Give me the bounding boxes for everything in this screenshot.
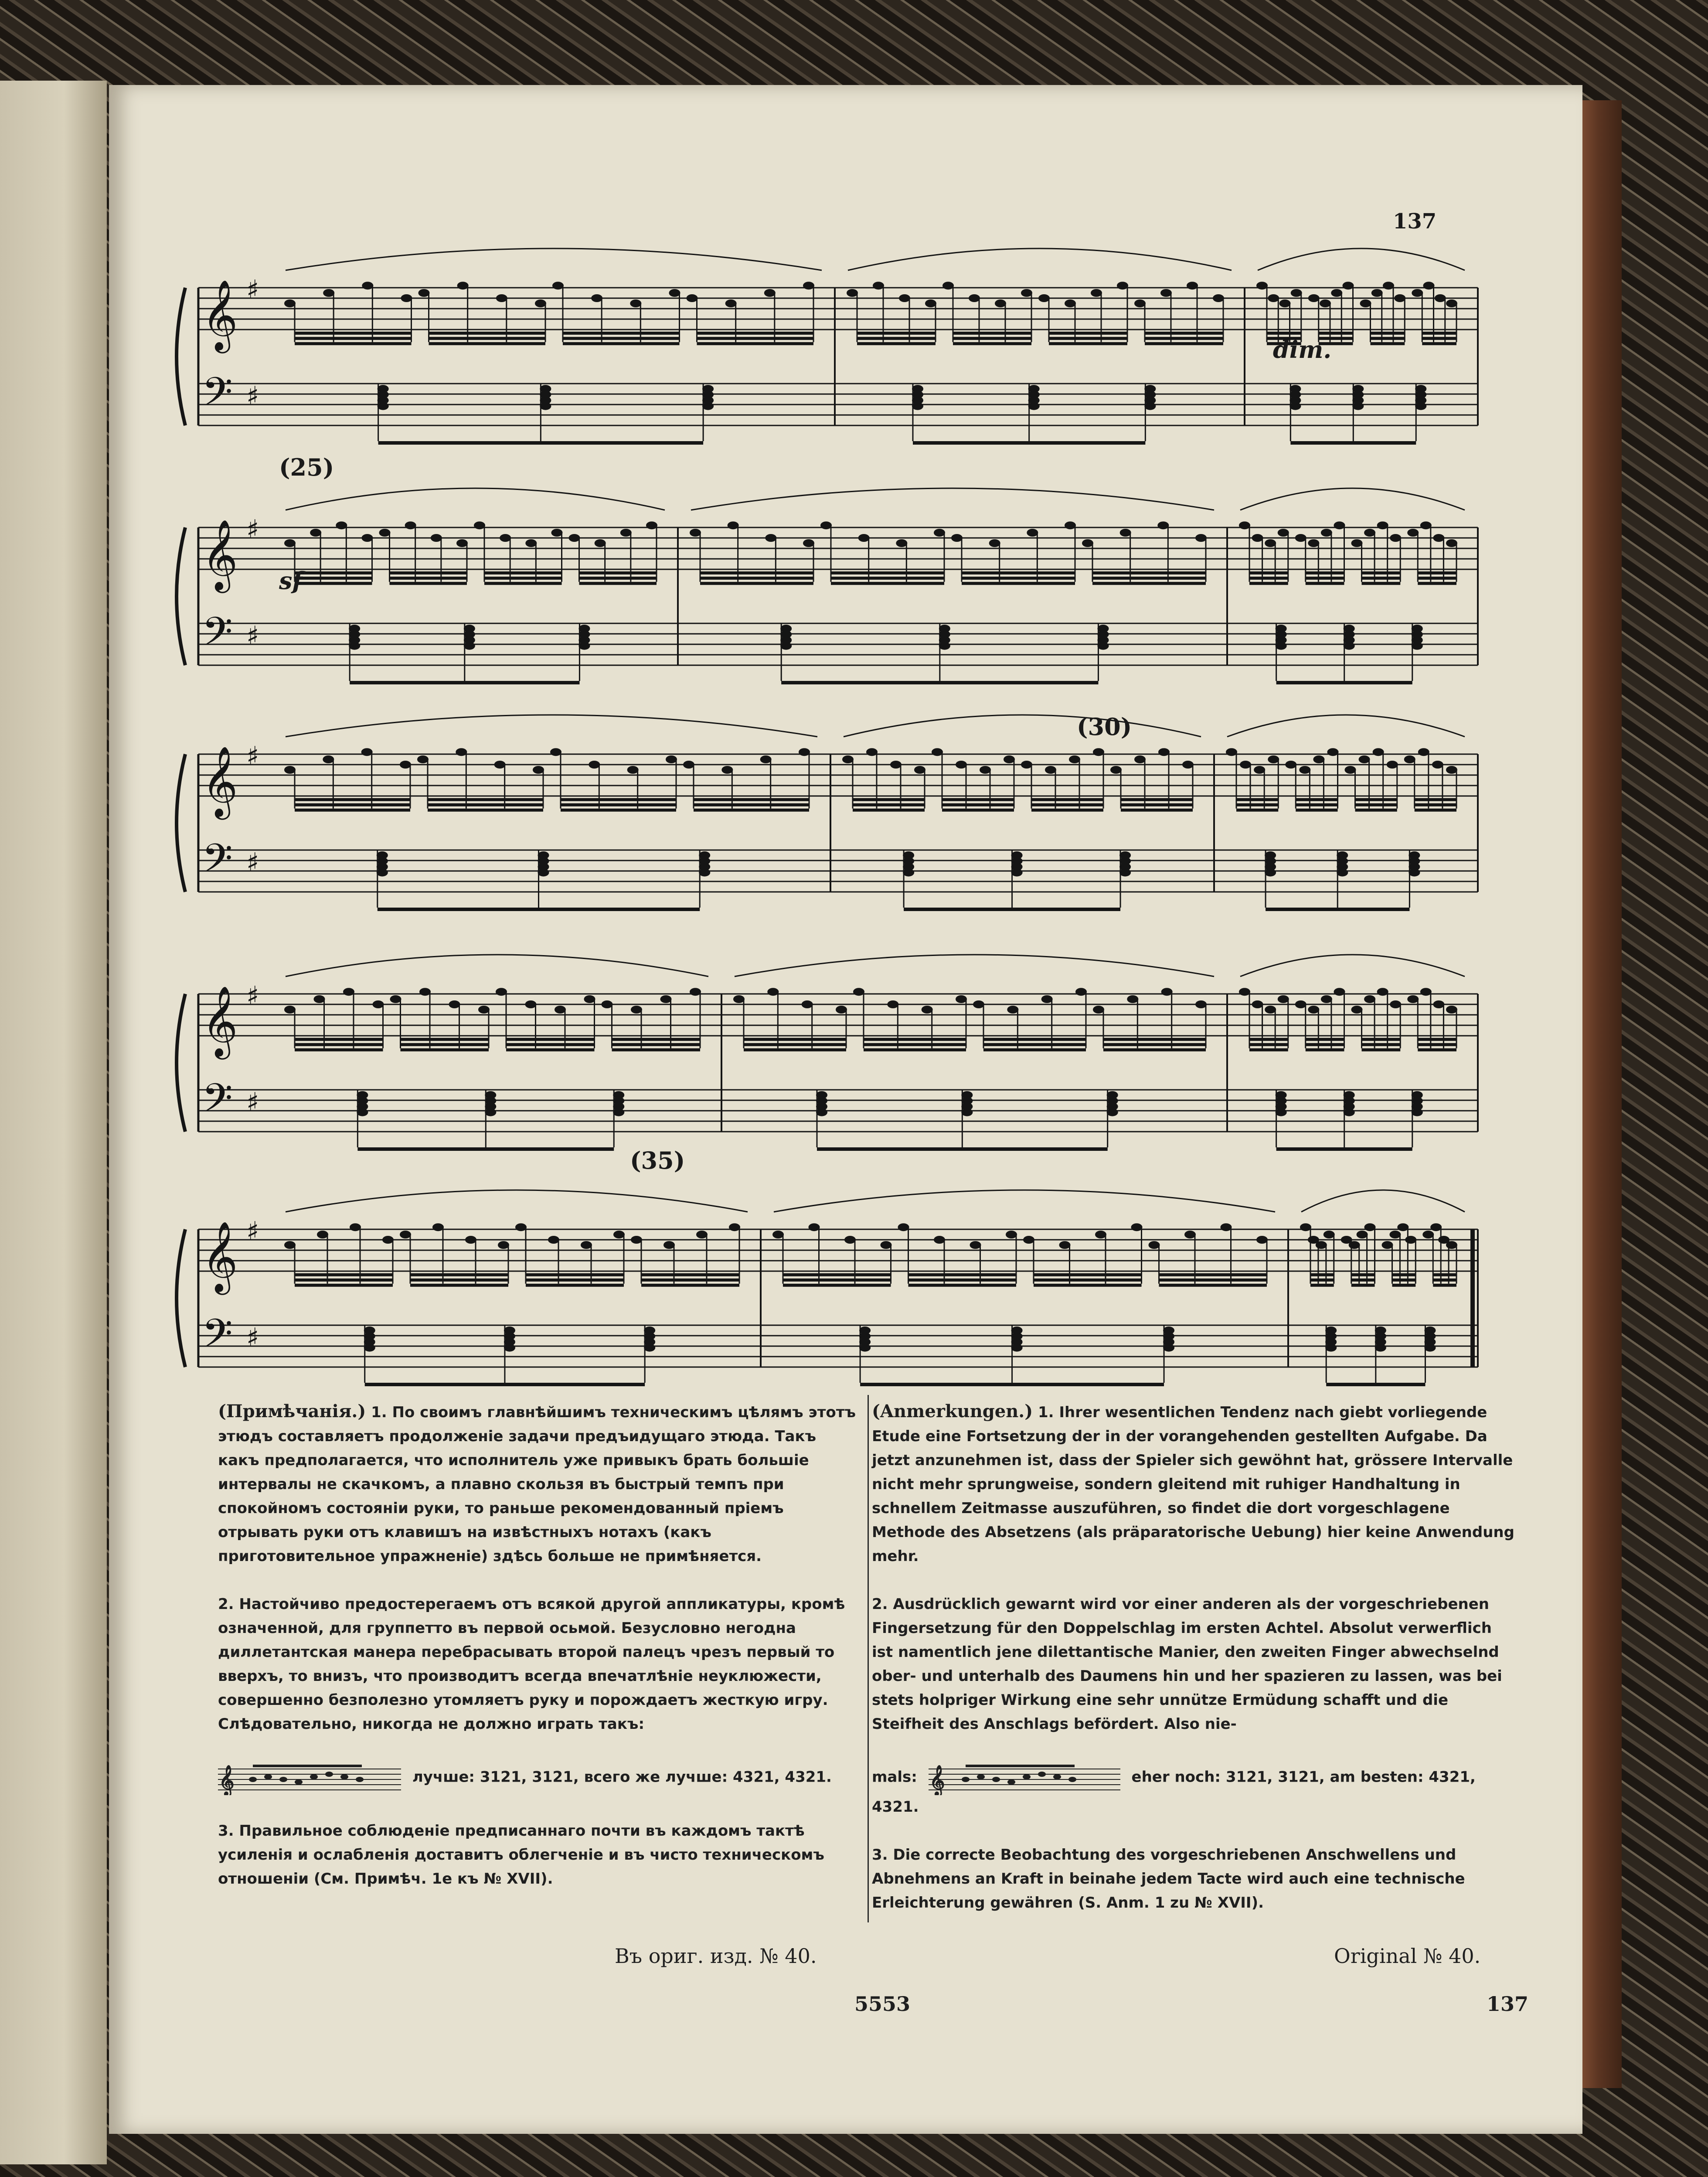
svg-text:♯: ♯ [246, 1216, 259, 1247]
notes-ru-example-tail: лучше: 3121, 3121, всего же лучше: 4321, 4321. [412, 1768, 832, 1786]
svg-text:♯: ♯ [246, 981, 259, 1012]
notes-ru-heading: (Примѣчанія.) [218, 1401, 366, 1422]
svg-text:𝄞: 𝄞 [202, 279, 238, 350]
svg-text:𝄢: 𝄢 [202, 835, 233, 891]
music-system-2 [111, 501, 1487, 706]
music-system-4 [111, 968, 1487, 1173]
notes-de-text-2: 2. Ausdrücklich gewarnt wird vor einer anderen als der vorgeschriebenen Fingersetzung für den Doppelschlag im ersten Achtel. Absolut verwerflich ist namentlich jene dilettantische Manier, den zweiten Finger abwechselnd ober- und unterhalb des Daumens hin und her spazieren zu lassen, was bei stets holpriger Wirkung eine sehr unnütze Ermüdung schafft und die Steifheit des Anschlags befördert. Also nie- [872, 1595, 1502, 1733]
svg-text:𝄞: 𝄞 [202, 1221, 238, 1292]
music-system-1 [111, 262, 1487, 466]
notes-ru-text-1: 1. По своимъ главнѣйшимъ техническимъ цѣлямъ этотъ этюдъ составляетъ продолженіе задачи предъидущаго этюда. Такъ какъ предполагается, что исполнитель уже привыкъ брать большіе интервалы не скачкомъ, а плавно скользя въ быстрый темпъ при спокойномъ состояніи руки, то раньше рекомендованный пріемъ отрывать руки отъ клавишъ на извѣстныхъ нотахъ (какъ приготовительное упражненіе) здѣсь больше не примѣняется. [218, 1404, 856, 1565]
notes-de-example-tail: eher noch: 3121, 3121, am besten: 4321, 4321. [872, 1768, 1476, 1816]
svg-text:𝄞: 𝄞 [929, 1765, 945, 1795]
svg-text:♯: ♯ [246, 621, 259, 652]
notes-de-text-3: 3. Die correcte Beobachtung des vorgeschriebenen Anschwellens und Abnehmens an Kraft in beinahe jedem Tacte wird auch eine technische Erleichterung gewähren (S. Anm. 1 zu № XVII). [872, 1846, 1465, 1912]
staff-graphic [111, 1203, 1487, 1408]
notes-de-paragraph-1 [872, 1399, 1517, 1568]
notes-de-heading: (Anmerkungen.) [872, 1401, 1033, 1422]
svg-text:♯: ♯ [246, 847, 259, 878]
svg-text:𝄞: 𝄞 [202, 519, 238, 590]
measure-number-30: (30) [1077, 713, 1132, 741]
fingering-example-ru [218, 1760, 401, 1795]
measure-number-35: (35) [630, 1146, 685, 1174]
notes-german [872, 1399, 1517, 1939]
staff-graphic [111, 968, 1487, 1173]
original-edition-ru: Въ ориг. изд. № 40. [615, 1944, 817, 1968]
svg-text:𝄞: 𝄞 [202, 746, 238, 817]
fingering-example-de [929, 1760, 1120, 1795]
svg-text:♯: ♯ [246, 381, 259, 412]
svg-text:♯: ♯ [246, 1087, 259, 1118]
svg-text:♯: ♯ [246, 1323, 259, 1354]
notes-de-text-1: 1. Ihrer wesentlichen Tendenz nach giebt vorliegende Etude eine Fortsetzung der in der vorangehenden gestellten Aufgabe. Da jetzt anzunehmen ist, dass der Spieler sich gewöhnt hat, grössere Intervalle nicht mehr sprungweise, sondern gleitend mit ruhiger Handhaltung in schnellem Zeitmasse auszuführen, so findet die dort vorgeschlagene Methode des Absetzens (als präparatorische Uebung) hier keine Anwendung mehr. [872, 1404, 1514, 1565]
staff-graphic [111, 728, 1487, 933]
staff-graphic [111, 262, 1487, 466]
notes-de-paragraph-3 [872, 1843, 1517, 1915]
plate-number: 5553 [854, 1992, 911, 2016]
notes-ru-paragraph-2 [218, 1592, 859, 1736]
left-facing-page-edge [0, 81, 107, 2164]
notes-ru-text-2: 2. Настойчиво предостерегаемъ отъ всякой другой аппликатуры, кромѣ означенной, для группетто въ первой осьмой. Безусловно негодна диллетантская манера перебрасывать второй палецъ чрезъ первый то вверхъ, то внизъ, что производитъ всегда впечатлѣніе неуклюжести, совершенно безполезно утомляетъ руку и порождаетъ жесткую игру. Слѣдовательно, никогда не должно играть такъ: [218, 1595, 845, 1733]
svg-text:𝄢: 𝄢 [202, 1310, 233, 1366]
column-divider [868, 1395, 869, 1922]
dynamic-dim: dim. [1273, 336, 1332, 364]
notes-ru-paragraph-3 [218, 1819, 859, 1891]
dynamic-sf: sf [279, 567, 303, 595]
music-system-5 [111, 1203, 1487, 1408]
notes-ru-example-line [218, 1760, 859, 1795]
page-number-bottom: 137 [1487, 1992, 1529, 2016]
svg-text:♯: ♯ [246, 514, 259, 545]
page-number-top: 137 [1393, 209, 1437, 234]
notes-ru-paragraph-1 [218, 1399, 859, 1568]
notes-russian [218, 1399, 859, 1915]
notes-de-paragraph-2 [872, 1592, 1517, 1736]
svg-text:𝄢: 𝄢 [202, 1075, 233, 1131]
music-system-3 [111, 728, 1487, 933]
svg-text:♯: ♯ [246, 741, 259, 772]
svg-text:𝄞: 𝄞 [219, 1765, 235, 1795]
notes-ru-text-3: 3. Правильное соблюденіе предписаннаго почти въ каждомъ тактѣ усиленія и ослабленія доставитъ облегченіе и въ чисто техническомъ отношеніи (См. Примѣч. 1е къ № XVII). [218, 1822, 824, 1888]
svg-text:𝄞: 𝄞 [202, 986, 238, 1057]
original-edition-de: Original № 40. [1334, 1944, 1481, 1968]
svg-text:𝄢: 𝄢 [202, 369, 233, 425]
svg-text:𝄢: 𝄢 [202, 609, 233, 664]
book-cover-edge [1582, 100, 1622, 2088]
svg-text:♯: ♯ [246, 275, 259, 306]
measure-number-25: (25) [279, 453, 334, 481]
notes-de-mals: mals: [872, 1768, 917, 1786]
staff-graphic [111, 501, 1487, 706]
notes-de-example-line [872, 1760, 1517, 1819]
